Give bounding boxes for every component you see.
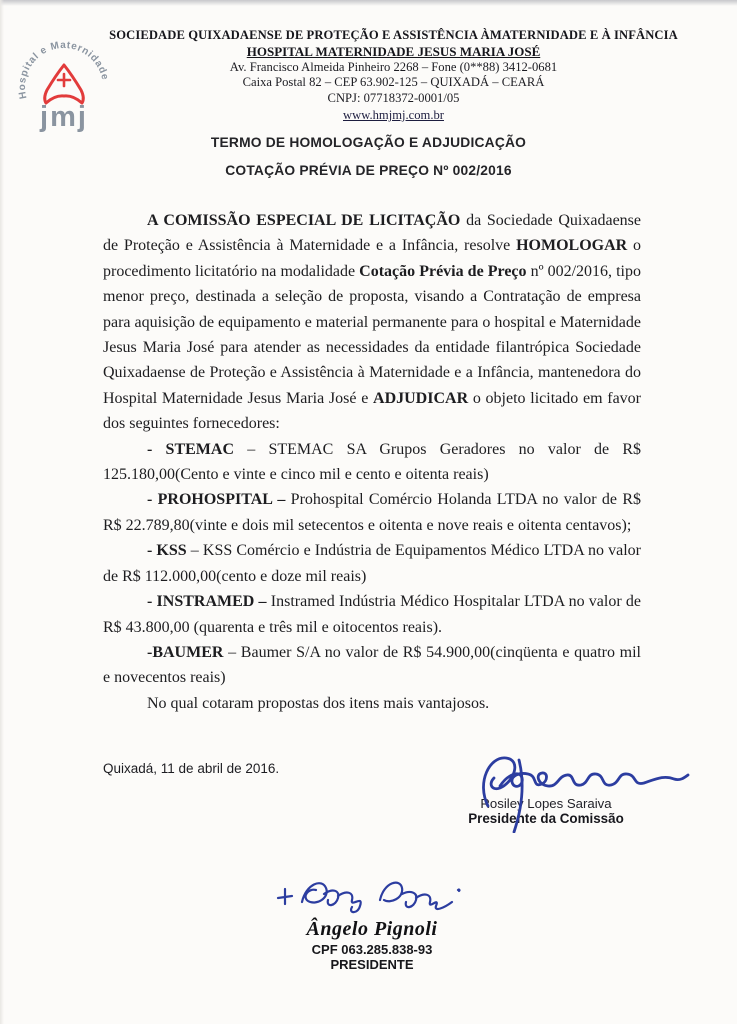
stamp-cpf: CPF 063.285.838-93 — [311, 942, 433, 957]
logo-ring-text: Hospital e Maternidade — [16, 39, 111, 100]
document-title: TERMO DE HOMOLOGAÇÃO E ADJUDICAÇÃO — [210, 135, 527, 150]
stamp-role: PRESIDENTE — [330, 957, 414, 972]
intro-paragraph: A COMISSÃO ESPECIAL DE LICITAÇÃO da Sociedade Quixadaense de Proteção e Assistência à Maternidade e a Infância, resolve HOMOLOGAR o procedimento licitatório na modalidade Cotação Prévia de Preço nº 002/2016, tipo menor preço, destinada a seleção de proposta, visando a Contratação de empresa para aquisição de equipamento e material permanente para o hospital e Maternidade Jesus Maria José para atender as necessidades da entidade filantrópica Sociedade Quixadaense de Proteção e Assistência à Maternidade e a Infância, mantenedora do Hospital Maternidade Jesus Maria José e ADJUDICAR o objeto licitado em favor dos seguintes fornecedores: — [103, 212, 642, 433]
letterhead — [70, 28, 717, 124]
stamp-name: Ângelo Pignoli — [306, 918, 438, 940]
hospital-name: HOSPITAL MATERNIDADE JESUS MARIA JOSÉ — [246, 43, 541, 59]
scan-shadow-top — [0, 0, 737, 6]
vendor-item-prohospital: - PROHOSPITAL – Prohospital Comércio Holanda LTDA no valor de R$ R$ 22.789,80(vinte e dois mil setecentos e oitenta e nove reais e oitenta centavos); — [103, 491, 642, 534]
organization-name: SOCIEDADE QUIXADAENSE DE PROTEÇÃO E ASSISTÊNCIA ÀMATERNIDADE E À INFÂNCIA — [109, 28, 678, 42]
vendor-item-baumer: -BAUMER – Baumer S/A no valor de R$ 54.900,00(cinqüenta e quatro mil e novecentos reais) — [103, 643, 642, 687]
vendor-item-kss: - KSS – KSS Comércio e Indústria de Equipamentos Médico LTDA no valor de R$ 112.000,00(cento e doze mil reais) — [103, 542, 641, 585]
document-title-block — [0, 135, 737, 178]
signer-role: Presidente da Comissão — [468, 811, 624, 826]
signer-name: Rosiley Lopes Saraiva — [480, 796, 612, 811]
website-link[interactable]: www.hmjmj.com.br — [343, 107, 444, 122]
signature-block-president — [252, 870, 492, 972]
closing-paragraph: No qual cotaram propostas dos itens mais vantajosos. — [147, 694, 490, 712]
document-body — [103, 208, 641, 716]
handwritten-signature-pignoli — [272, 870, 472, 916]
signature-block-president-commission — [446, 750, 646, 826]
date-line: Quixadá, 11 de abril de 2016. — [103, 761, 280, 776]
document-subtitle: COTAÇÃO PRÉVIA DE PREÇO Nº 002/2016 — [225, 163, 512, 178]
address-line: Av. Francisco Almeida Pinheiro 2268 – Fone (0**88) 3412-0681 — [229, 59, 558, 74]
vendor-item-instramed: - INSTRAMED – Instramed Indústria Médico Hospitalar LTDA no valor de R$ 43.800,00 (quarenta e três mil e oitocentos reais). — [103, 593, 642, 636]
logo-monogram: jmj — [40, 101, 88, 132]
cnpj-line: CNPJ: 07718372-0001/05 — [327, 91, 460, 106]
vendor-item-stemac: - STEMAC – STEMAC SA Grupos Geradores no valor de R$ 125.180,00(Cento e vinte e cinco mil e cento e oitenta reais) — [103, 440, 642, 484]
postal-line: Caixa Postal 82 – CEP 63.902-125 – QUIXADÁ – CEARÁ — [242, 75, 545, 90]
